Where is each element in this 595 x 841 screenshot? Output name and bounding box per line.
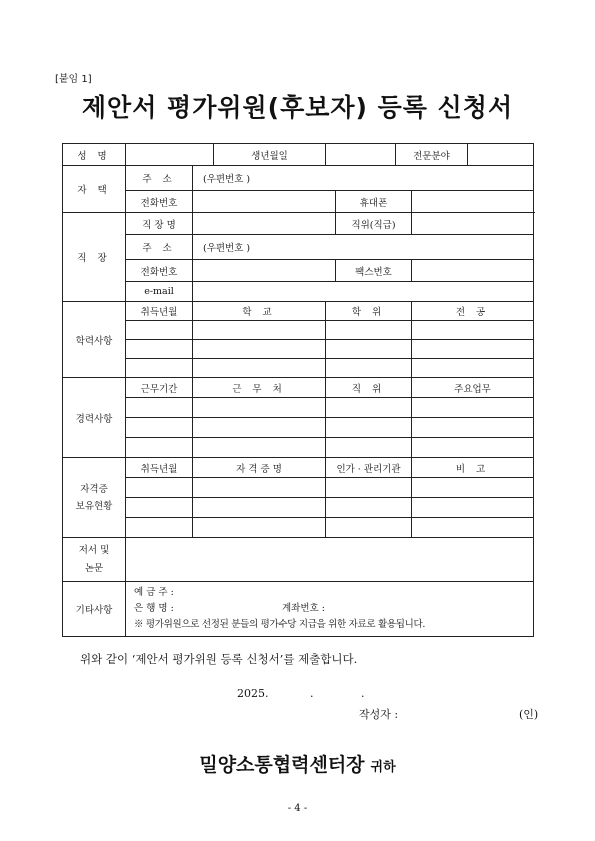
table-cell[interactable]	[193, 340, 326, 359]
account-label: 계좌번호 :	[282, 603, 325, 614]
seal-label: (인)	[519, 708, 539, 721]
license-header-note: 비 고	[412, 458, 534, 478]
table-cell[interactable]	[412, 438, 534, 458]
education-header-major: 전 공	[412, 302, 534, 321]
table-cell[interactable]	[326, 359, 412, 378]
company-label: 직 장 명	[126, 213, 193, 235]
submission-text: 위와 같이 ‘제안서 평가위원 등록 신청서’를 제출합니다.	[80, 652, 358, 666]
home-label: 자 택	[63, 166, 126, 213]
name-label: 성 명	[63, 144, 126, 166]
table-cell[interactable]	[412, 359, 534, 378]
work-address-label: 주 소	[126, 235, 193, 260]
career-header-period: 근무기간	[126, 378, 193, 398]
work-phone-field[interactable]	[193, 260, 336, 282]
table-cell[interactable]	[193, 518, 326, 538]
home-phone-label: 전화번호	[126, 191, 193, 213]
specialty-field[interactable]	[468, 144, 534, 166]
company-field[interactable]	[193, 213, 336, 235]
career-header-workplace: 근 무 처	[193, 378, 326, 398]
table-cell[interactable]	[193, 498, 326, 518]
home-phone-field[interactable]	[193, 191, 336, 213]
table-cell[interactable]	[326, 418, 412, 438]
education-header-date: 취득년월	[126, 302, 193, 321]
work-phone-label: 전화번호	[126, 260, 193, 282]
papers-label-line2: 논문	[84, 562, 104, 574]
birth-field[interactable]	[326, 144, 396, 166]
recipient-name: 밀양소통협력센터장	[199, 754, 365, 776]
table-cell[interactable]	[326, 398, 412, 418]
table-cell[interactable]	[412, 478, 534, 498]
table-cell[interactable]	[126, 340, 193, 359]
table-cell[interactable]	[193, 478, 326, 498]
license-header-date: 취득년월	[126, 458, 193, 478]
attachment-label: [붙임 1]	[55, 74, 92, 85]
date-line	[237, 687, 365, 700]
table-cell[interactable]	[126, 438, 193, 458]
table-cell[interactable]	[126, 418, 193, 438]
work-address-field[interactable]: (우편번호 )	[193, 235, 534, 260]
writer-label: 작성자 :	[359, 708, 399, 721]
bank-label: 은 행 명 :	[134, 603, 174, 614]
table-cell[interactable]	[412, 498, 534, 518]
table-cell[interactable]	[326, 478, 412, 498]
table-cell[interactable]	[412, 398, 534, 418]
home-address-label: 주 소	[126, 166, 193, 191]
license-label	[63, 458, 126, 538]
table-cell[interactable]	[326, 340, 412, 359]
date-month-dot: .	[310, 687, 314, 700]
home-address-field[interactable]: (우편번호 )	[193, 166, 534, 191]
birth-label: 생년월일	[214, 144, 326, 166]
education-header-degree: 학 위	[326, 302, 412, 321]
career-label: 경력사항	[63, 378, 126, 458]
registration-form-table	[62, 143, 534, 637]
papers-field[interactable]	[126, 538, 534, 582]
license-header-name: 자 격 증 명	[193, 458, 326, 478]
email-label: e-mail	[126, 282, 193, 302]
education-label: 학력사항	[63, 302, 126, 378]
recipient-suffix: 귀하	[370, 760, 396, 775]
table-cell[interactable]	[412, 518, 534, 538]
table-cell[interactable]	[126, 518, 193, 538]
recipient	[0, 750, 595, 777]
fax-label: 팩스번호	[336, 260, 412, 282]
etc-note: ※ 평가위원으로 선정된 분들의 평가수당 지급을 위한 자료로 활용됩니다.	[134, 619, 426, 630]
table-cell[interactable]	[412, 321, 534, 340]
table-cell[interactable]	[412, 418, 534, 438]
depositor-label: 예 금 주 :	[134, 587, 174, 598]
table-cell[interactable]	[126, 321, 193, 340]
date-year: 2025.	[237, 687, 269, 700]
position-field[interactable]	[412, 213, 534, 235]
table-cell[interactable]	[193, 321, 326, 340]
career-header-position: 직 위	[326, 378, 412, 398]
email-field[interactable]	[193, 282, 534, 302]
table-cell[interactable]	[193, 398, 326, 418]
table-cell[interactable]	[193, 438, 326, 458]
table-cell[interactable]	[326, 518, 412, 538]
license-header-agency: 인가 · 관리기관	[326, 458, 412, 478]
table-cell[interactable]	[126, 478, 193, 498]
papers-label-line1: 저서 및	[78, 544, 110, 556]
etc-field[interactable]	[126, 582, 534, 637]
mobile-label: 휴대폰	[336, 191, 412, 213]
position-label: 직위(직급)	[336, 213, 412, 235]
education-header-school: 학 교	[193, 302, 326, 321]
table-cell[interactable]	[126, 359, 193, 378]
work-label: 직 장	[63, 213, 126, 302]
career-header-duties: 주요업무	[412, 378, 534, 398]
table-cell[interactable]	[126, 398, 193, 418]
papers-label	[63, 538, 126, 582]
table-cell[interactable]	[126, 498, 193, 518]
table-cell[interactable]	[326, 438, 412, 458]
table-cell[interactable]	[412, 340, 534, 359]
mobile-field[interactable]	[412, 191, 534, 213]
etc-label: 기타사항	[63, 582, 126, 637]
fax-field[interactable]	[412, 260, 534, 282]
table-cell[interactable]	[326, 498, 412, 518]
table-cell[interactable]	[326, 321, 412, 340]
specialty-label: 전문분야	[396, 144, 468, 166]
date-day-dot: .	[361, 687, 365, 700]
document-title: 제안서 평가위원(후보자) 등록 신청서	[81, 93, 514, 122]
license-label-line2: 보유현황	[75, 500, 113, 512]
license-label-line1: 자격증	[80, 483, 108, 495]
table-cell[interactable]	[193, 359, 326, 378]
name-field[interactable]	[126, 144, 214, 166]
page-number: - 4 -	[287, 803, 308, 814]
table-cell[interactable]	[193, 418, 326, 438]
